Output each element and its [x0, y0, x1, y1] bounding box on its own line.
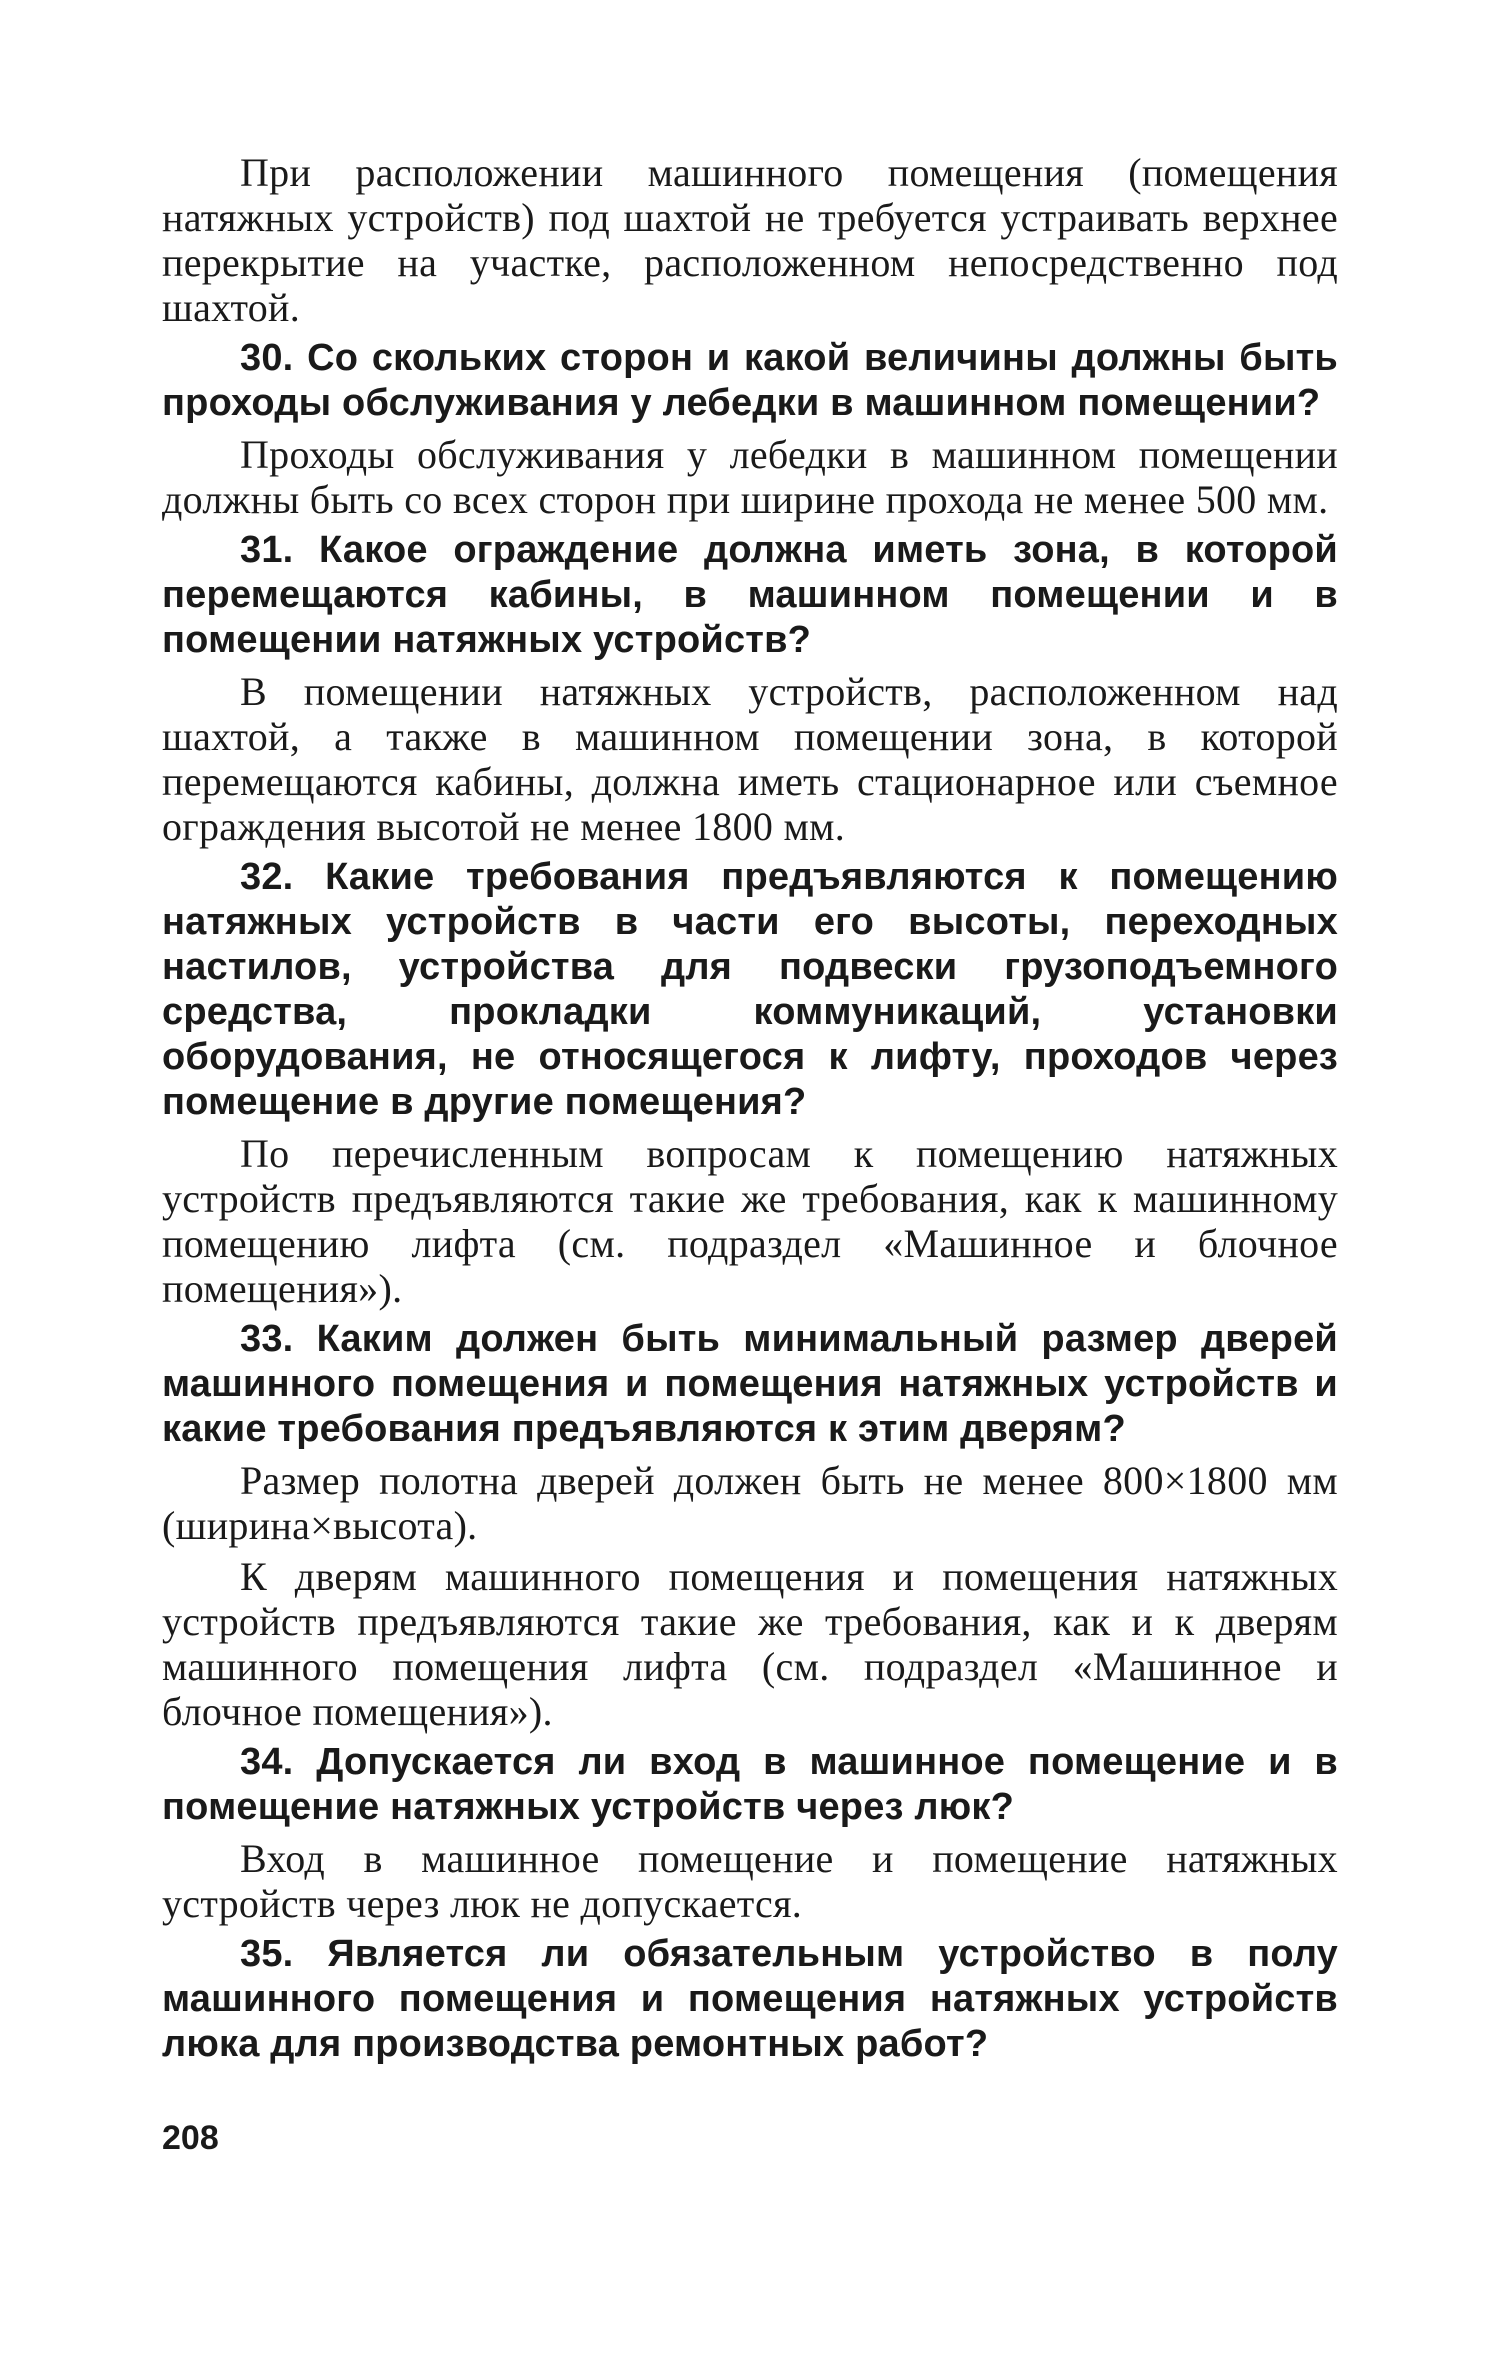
- answer-paragraph: При расположении машинного помещения (помещения натяжных устройств) под шахтой не требуется устраивать верхнее перекрытие на участке, расположенном непосредственно под шахтой.: [162, 150, 1338, 330]
- answer-32: По перечисленным вопросам к помещению натяжных устройств предъявляются такие же требования, как к машинному помещению лифта (см. подраздел «Машинное и блочное помещения»).: [162, 1131, 1338, 1311]
- answer-34: Вход в машинное помещение и помещение натяжных устройств через люк не допускается.: [162, 1836, 1338, 1926]
- question-33: 33. Каким должен быть минимальный размер дверей машинного помещения и помещения натяжных устройств и какие требования предъявляются к этим дверям?: [162, 1318, 1338, 1450]
- answer-31: В помещении натяжных устройств, расположенном над шахтой, а также в машинном помещении зона, в которой перемещаются кабины, должна иметь стационарное или съемное ограждения высотой не менее 1800 мм.: [162, 669, 1338, 849]
- answer-33-requirements: К дверям машинного помещения и помещения натяжных устройств предъявляются такие же требования, как и к дверям машинного помещения лифта (см. подраздел «Машинное и блочное помещения»).: [162, 1554, 1338, 1734]
- answer-33-size: Размер полотна дверей должен быть не менее 800×1800 мм (ширина×высота).: [162, 1458, 1338, 1548]
- question-34: 34. Допускается ли вход в машинное помещение и в помещение натяжных устройств через люк?: [162, 1741, 1338, 1828]
- question-31: 31. Какое ограждение должна иметь зона, в которой перемещаются кабины, в машинном помещении и в помещении натяжных устройств?: [162, 529, 1338, 661]
- question-30: 30. Со скольких сторон и какой величины должны быть проходы обслуживания у лебедки в машинном помещении?: [162, 337, 1338, 424]
- question-32: 32. Какие требования предъявляются к помещению натяжных устройств в части его высоты, переходных настилов, устройства для подвески грузоподъемного средства, прокладки коммуникаций, установки оборудования, не относящегося к лифту, проходов через помещение в другие помещения?: [162, 856, 1338, 1123]
- page-number: 208: [162, 2119, 219, 2157]
- question-35: 35. Является ли обязательным устройство в полу машинного помещения и помещения натяжных устройств люка для производства ремонтных работ?: [162, 1933, 1338, 2065]
- answer-30: Проходы обслуживания у лебедки в машинном помещении должны быть со всех сторон при ширине прохода не менее 500 мм.: [162, 432, 1338, 522]
- page-body: [162, 150, 1338, 2073]
